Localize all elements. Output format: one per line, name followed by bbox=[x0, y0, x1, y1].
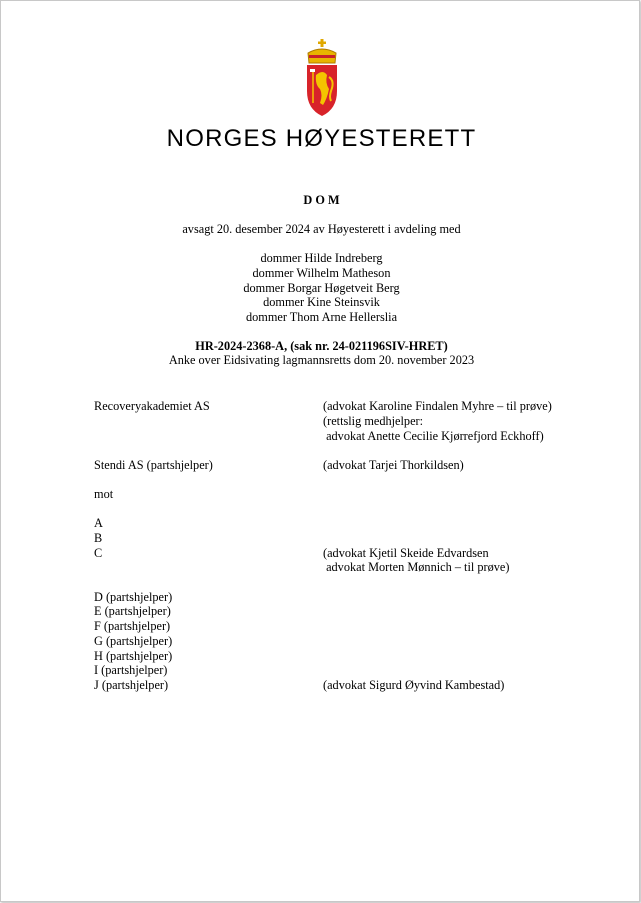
party: D (partshjelper) bbox=[94, 590, 173, 604]
intro-text: avsagt 20. desember 2024 av Høyesterett i avdeling med bbox=[182, 222, 461, 236]
party: J (partshjelper) bbox=[94, 678, 169, 692]
party: B bbox=[94, 531, 103, 545]
judge: dommer Thom Arne Hellerslia bbox=[245, 310, 398, 324]
judge: dommer Wilhelm Matheson bbox=[252, 266, 391, 280]
party: H (partshjelper) bbox=[94, 649, 173, 663]
coat-of-arms-icon bbox=[305, 39, 339, 119]
party: G (partshjelper) bbox=[94, 634, 173, 648]
party: C bbox=[94, 546, 103, 560]
party: Stendi AS (partshjelper) bbox=[94, 458, 213, 472]
party: E (partshjelper) bbox=[94, 604, 171, 618]
judge: dommer Hilde Indreberg bbox=[260, 251, 383, 265]
counsel: advokat Morten Mønnich – til prøve) bbox=[323, 560, 510, 574]
judge: dommer Kine Steinsvik bbox=[263, 295, 380, 309]
counsel: (rettslig medhjelper: bbox=[323, 414, 424, 428]
document-type: D O M bbox=[303, 193, 340, 207]
versus-label: mot bbox=[94, 487, 114, 501]
counsel: (advokat Sigurd Øyvind Kambestad) bbox=[323, 678, 505, 692]
party: I (partshjelper) bbox=[94, 663, 168, 677]
counsel: (advokat Kjetil Skeide Edvardsen bbox=[323, 546, 489, 560]
counsel: advokat Anette Cecilie Kjørrefjord Eckhoff) bbox=[323, 429, 544, 443]
party: F (partshjelper) bbox=[94, 619, 171, 633]
counsel: (advokat Karoline Findalen Myhre – til prøve) bbox=[323, 399, 552, 413]
case-number: HR-2024-2368-A, (sak nr. 24-021196SIV-HRET) bbox=[195, 339, 448, 353]
party: A bbox=[94, 516, 103, 530]
judge: dommer Borgar Høgetveit Berg bbox=[243, 281, 400, 295]
court-name: NORGES HØYESTERETT bbox=[166, 125, 477, 152]
counsel: (advokat Tarjei Thorkildsen) bbox=[323, 458, 464, 472]
party: Recoveryakademiet AS bbox=[94, 399, 210, 413]
appeal-text: Anke over Eidsivating lagmannsretts dom 20. november 2023 bbox=[168, 353, 475, 367]
